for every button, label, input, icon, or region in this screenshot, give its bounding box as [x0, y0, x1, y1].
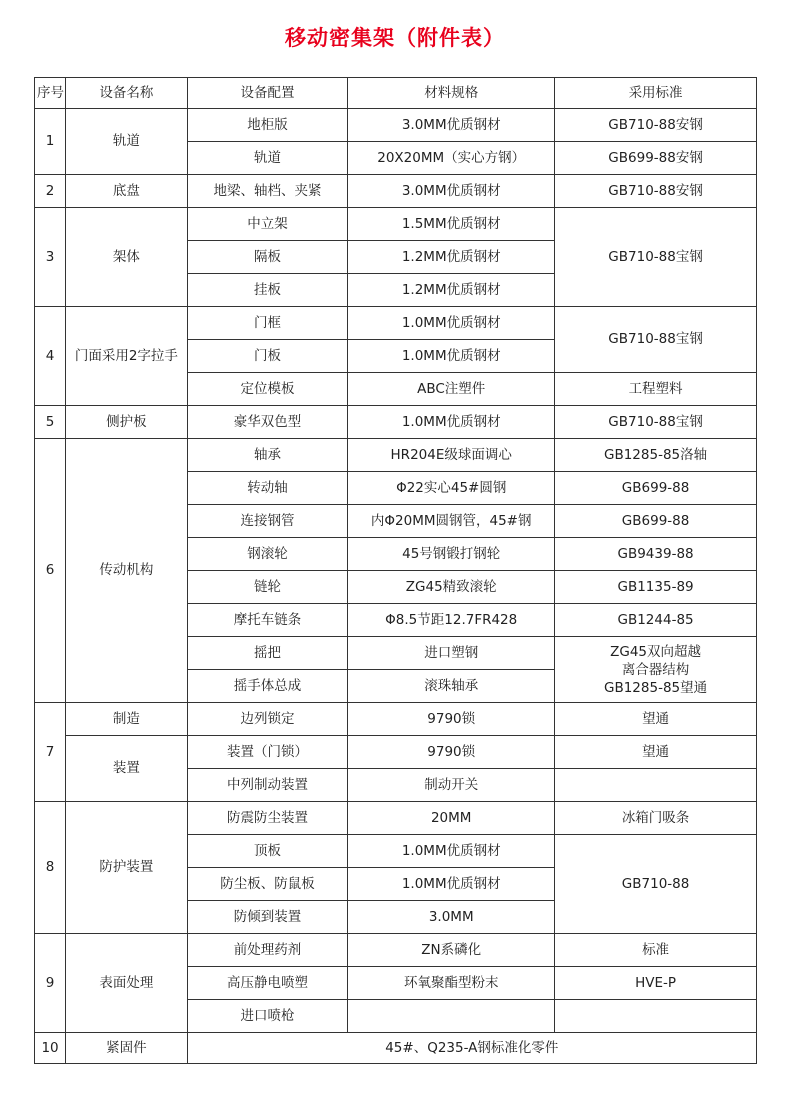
- row-config: 轴承: [187, 439, 348, 472]
- standard-line: ZG45双向超越: [610, 643, 702, 660]
- row-config: 防尘板、防鼠板: [187, 868, 348, 901]
- header-seq: 序号: [35, 78, 66, 109]
- row-material: 1.0MM优质钢材: [348, 868, 555, 901]
- table-row: [35, 1033, 757, 1064]
- row-config: 豪华双色型: [187, 406, 348, 439]
- table-row: [35, 208, 757, 241]
- header-standard: 采用标准: [555, 78, 757, 109]
- row-config: 链轮: [187, 571, 348, 604]
- row-config: 转动轴: [187, 472, 348, 505]
- row-standard: 望通: [555, 703, 757, 736]
- row-config: 中立架: [187, 208, 348, 241]
- row-material: 3.0MM: [348, 901, 555, 934]
- row-material: ZN系磷化: [348, 934, 555, 967]
- table-row: [35, 406, 757, 439]
- row-material: 环氧聚酯型粉末: [348, 967, 555, 1000]
- row-seq: 1: [35, 109, 66, 175]
- row-name: 门面采用2字拉手: [66, 307, 188, 406]
- row-detail: 45#、Q235-A钢标准化零件: [187, 1033, 756, 1064]
- row-standard: GB1285-85洛轴: [555, 439, 757, 472]
- row-seq: 10: [35, 1033, 66, 1064]
- row-material: 9790锁: [348, 736, 555, 769]
- row-standard: [555, 1000, 757, 1033]
- row-standard-multiline: [555, 637, 757, 703]
- row-standard: GB9439-88: [555, 538, 757, 571]
- row-config: 摩托车链条: [187, 604, 348, 637]
- row-name: 制造: [66, 703, 188, 736]
- row-material: 1.2MM优质钢材: [348, 241, 555, 274]
- header-config: 设备配置: [187, 78, 348, 109]
- row-material: 1.0MM优质钢材: [348, 406, 555, 439]
- header-name: 设备名称: [66, 78, 188, 109]
- row-seq: 4: [35, 307, 66, 406]
- row-material: 1.0MM优质钢材: [348, 307, 555, 340]
- row-name: 传动机构: [66, 439, 188, 703]
- row-standard: GB699-88安钢: [555, 142, 757, 175]
- standard-line: 离合器结构: [621, 661, 690, 678]
- row-config: 门框: [187, 307, 348, 340]
- row-standard: GB699-88: [555, 472, 757, 505]
- row-material: 内Φ20MM圆钢管，45#钢: [348, 505, 555, 538]
- table-row: [35, 175, 757, 208]
- row-seq: 7: [35, 703, 66, 802]
- table-row: [35, 802, 757, 835]
- row-config: 高压静电喷塑: [187, 967, 348, 1000]
- standard-line: GB1285-85望通: [604, 679, 708, 696]
- row-config: 进口喷枪: [187, 1000, 348, 1033]
- equipment-spec-table: [34, 77, 757, 1064]
- row-material: 进口塑钢: [348, 637, 555, 670]
- row-standard: GB710-88: [555, 835, 757, 934]
- table-row: [35, 439, 757, 472]
- row-standard: 工程塑料: [555, 373, 757, 406]
- table-row: [35, 109, 757, 142]
- row-material: 滚珠轴承: [348, 670, 555, 703]
- row-standard: HVE-P: [555, 967, 757, 1000]
- row-standard: GB710-88宝钢: [555, 307, 757, 373]
- row-name: 轨道: [66, 109, 188, 175]
- row-material: 1.0MM优质钢材: [348, 340, 555, 373]
- row-standard: 冰箱门吸条: [555, 802, 757, 835]
- row-seq: 5: [35, 406, 66, 439]
- table-row: [35, 703, 757, 736]
- row-standard: GB1244-85: [555, 604, 757, 637]
- row-config: 装置（门锁）: [187, 736, 348, 769]
- row-material: 1.2MM优质钢材: [348, 274, 555, 307]
- table-row: [35, 307, 757, 340]
- row-name: 装置: [66, 736, 188, 802]
- row-standard: [555, 769, 757, 802]
- row-name: 架体: [66, 208, 188, 307]
- row-config: 钢滚轮: [187, 538, 348, 571]
- row-material: 45号钢锻打钢轮: [348, 538, 555, 571]
- row-config: 防震防尘装置: [187, 802, 348, 835]
- row-name: 防护装置: [66, 802, 188, 934]
- row-standard: GB710-88安钢: [555, 109, 757, 142]
- row-material: [348, 1000, 555, 1033]
- row-standard: GB699-88: [555, 505, 757, 538]
- row-material: 20X20MM（实心方钢）: [348, 142, 555, 175]
- row-config: 前处理药剂: [187, 934, 348, 967]
- table-row: [35, 934, 757, 967]
- row-material: 3.0MM优质钢材: [348, 175, 555, 208]
- row-config: 连接钢管: [187, 505, 348, 538]
- row-name: 侧护板: [66, 406, 188, 439]
- row-material: 1.5MM优质钢材: [348, 208, 555, 241]
- row-material: 20MM: [348, 802, 555, 835]
- row-config: 防倾到装置: [187, 901, 348, 934]
- row-material: Φ8.5节距12.7FR428: [348, 604, 555, 637]
- row-config: 中列制动装置: [187, 769, 348, 802]
- row-config: 轨道: [187, 142, 348, 175]
- row-config: 地柜版: [187, 109, 348, 142]
- row-standard: GB710-88安钢: [555, 175, 757, 208]
- row-material: 制动开关: [348, 769, 555, 802]
- row-config: 隔板: [187, 241, 348, 274]
- row-seq: 2: [35, 175, 66, 208]
- row-name: 表面处理: [66, 934, 188, 1033]
- row-seq: 8: [35, 802, 66, 934]
- row-name: 底盘: [66, 175, 188, 208]
- row-config: 定位模板: [187, 373, 348, 406]
- row-seq: 9: [35, 934, 66, 1033]
- row-material: HR204E级球面调心: [348, 439, 555, 472]
- row-material: 3.0MM优质钢材: [348, 109, 555, 142]
- row-seq: 6: [35, 439, 66, 703]
- row-material: Φ22实心45#圆钢: [348, 472, 555, 505]
- header-material: 材料规格: [348, 78, 555, 109]
- row-config: 地梁、轴档、夹紧: [187, 175, 348, 208]
- row-standard: 望通: [555, 736, 757, 769]
- row-material: 9790锁: [348, 703, 555, 736]
- row-name: 紧固件: [66, 1033, 188, 1064]
- row-config: 门板: [187, 340, 348, 373]
- table-row: [35, 736, 757, 769]
- page-title: 移动密集架（附件表）: [285, 26, 505, 50]
- row-standard: GB1135-89: [555, 571, 757, 604]
- row-config: 边列锁定: [187, 703, 348, 736]
- row-material: ABC注塑件: [348, 373, 555, 406]
- row-material: ZG45精致滚轮: [348, 571, 555, 604]
- row-standard: GB710-88宝钢: [555, 406, 757, 439]
- table-header-row: [35, 78, 757, 109]
- row-config: 顶板: [187, 835, 348, 868]
- row-seq: 3: [35, 208, 66, 307]
- row-config: 挂板: [187, 274, 348, 307]
- row-config: 摇手体总成: [187, 670, 348, 703]
- row-standard: 标准: [555, 934, 757, 967]
- row-config: 摇把: [187, 637, 348, 670]
- row-standard: GB710-88宝钢: [555, 208, 757, 307]
- row-material: 1.0MM优质钢材: [348, 835, 555, 868]
